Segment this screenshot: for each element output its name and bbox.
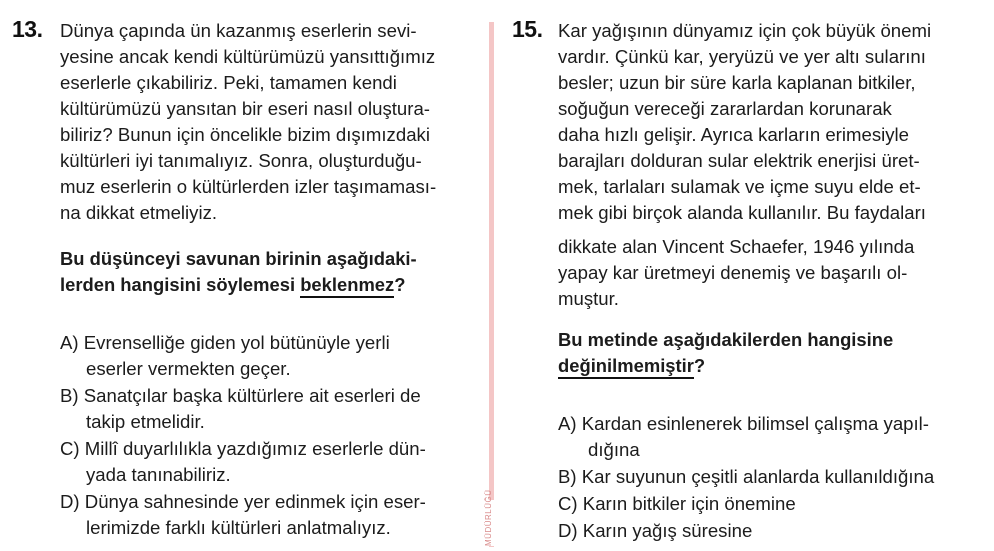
q15-prompt-emphasis: değinilmemiştir xyxy=(558,355,694,379)
q13-option-d[interactable]: D) Dünya sahnesinde yer edinmek için eser- xyxy=(60,491,426,512)
q13-option-a-cont[interactable]: eserler vermekten geçer. xyxy=(86,358,291,379)
q15-option-d[interactable]: D) Karın yağış süresine xyxy=(558,520,753,541)
q15-paragraph-line: mek gibi birçok alanda kullanılır. Bu faydaları xyxy=(558,202,926,223)
q13-paragraph-line: eserlerle çıkabiliriz. Peki, tamamen kendi xyxy=(60,72,397,93)
question-13 xyxy=(0,0,486,551)
q13-prompt-emphasis: beklenmez xyxy=(300,274,394,298)
q13-prompt-line xyxy=(60,272,405,298)
q13-option-a[interactable]: A) Evrenselliğe giden yol bütünüyle yerli xyxy=(60,332,390,353)
q15-prompt-line: Bu metinde aşağıdakilerden hangisine xyxy=(558,329,894,350)
q15-option-b[interactable]: B) Kar suyunun çeşitli alanlarda kullanıldığına xyxy=(558,466,935,487)
q13-paragraph-line: muz eserlerin o kültürlerden izler taşımaması- xyxy=(60,176,437,197)
q15-paragraph-line: daha hızlı gelişir. Ayrıca karların erimesiyle xyxy=(558,124,910,145)
q13-paragraph-line: yesine ancak kendi kültürümüzü yansıttığımız xyxy=(60,46,436,67)
q13-paragraph-line: biliriz? Bunun için öncelikle bizim dışımızdaki xyxy=(60,124,430,145)
q13-option-c-cont[interactable]: yada tanınabiliriz. xyxy=(86,464,231,485)
q15-paragraph-line: vardır. Çünkü kar, yeryüzü ve yer altı sularını xyxy=(558,46,926,67)
watermark-text: MÜDÜRLÜĞÜ xyxy=(484,500,498,546)
q15-prompt-line xyxy=(558,353,705,379)
q15-paragraph-line: dikkate alan Vincent Schaefer, 1946 yılında xyxy=(558,236,915,257)
q13-paragraph-line: na dikkat etmeliyiz. xyxy=(60,202,218,223)
q15-paragraph-line: yapay kar üretmeyi denemiş ve başarılı ol- xyxy=(558,262,908,283)
column-divider xyxy=(489,22,494,547)
q15-prompt-mark: ? xyxy=(693,355,706,376)
q13-option-b-cont[interactable]: takip etmelidir. xyxy=(86,411,205,432)
question-15-number: 15. xyxy=(512,16,543,42)
question-13-number: 13. xyxy=(12,16,43,42)
q15-paragraph-line: besler; uzun bir süre karla kaplanan bitkiler, xyxy=(558,72,916,93)
q15-paragraph-line: muştur. xyxy=(558,288,619,309)
q13-option-b[interactable]: B) Sanatçılar başka kültürlere ait eserleri de xyxy=(60,385,421,406)
q13-paragraph-line: kültürümüzü yansıtan bir eseri nasıl oluştura- xyxy=(60,98,430,119)
q15-option-c[interactable]: C) Karın bitkiler için önemine xyxy=(558,493,796,514)
q15-option-a[interactable]: A) Kardan esinlenerek bilimsel çalışma yapıl- xyxy=(558,413,929,434)
q13-prompt-line: Bu düşünceyi savunan birinin aşağıdaki- xyxy=(60,248,417,269)
q13-option-d-cont[interactable]: lerimizde farklı kültürleri anlatmalıyız. xyxy=(86,517,391,538)
q13-paragraph-line: Dünya çapında ün kazanmış eserlerin sevi- xyxy=(60,20,417,41)
q15-paragraph-line: soğuğun vereceği zararlardan korunarak xyxy=(558,98,892,119)
q13-option-c[interactable]: C) Millî duyarlılıkla yazdığımız eserlerle dün- xyxy=(60,438,426,459)
q13-prompt-mark: ? xyxy=(394,274,406,295)
question-15 xyxy=(500,0,994,551)
q15-option-a-cont[interactable]: dığına xyxy=(588,439,640,460)
q15-paragraph-line: Kar yağışının dünyamız için çok büyük önemi xyxy=(558,20,932,41)
q13-paragraph-line: kültürleri iyi tanımalıyız. Sonra, oluşturduğu- xyxy=(60,150,422,171)
q13-prompt-text: lerden hangisini söylemesi xyxy=(60,274,301,295)
q15-paragraph-line: barajları dolduran sular elektrik enerjisi üret- xyxy=(558,150,920,171)
q15-paragraph-line: mek, tarlaları sulamak ve içme suyu elde et- xyxy=(558,176,921,197)
